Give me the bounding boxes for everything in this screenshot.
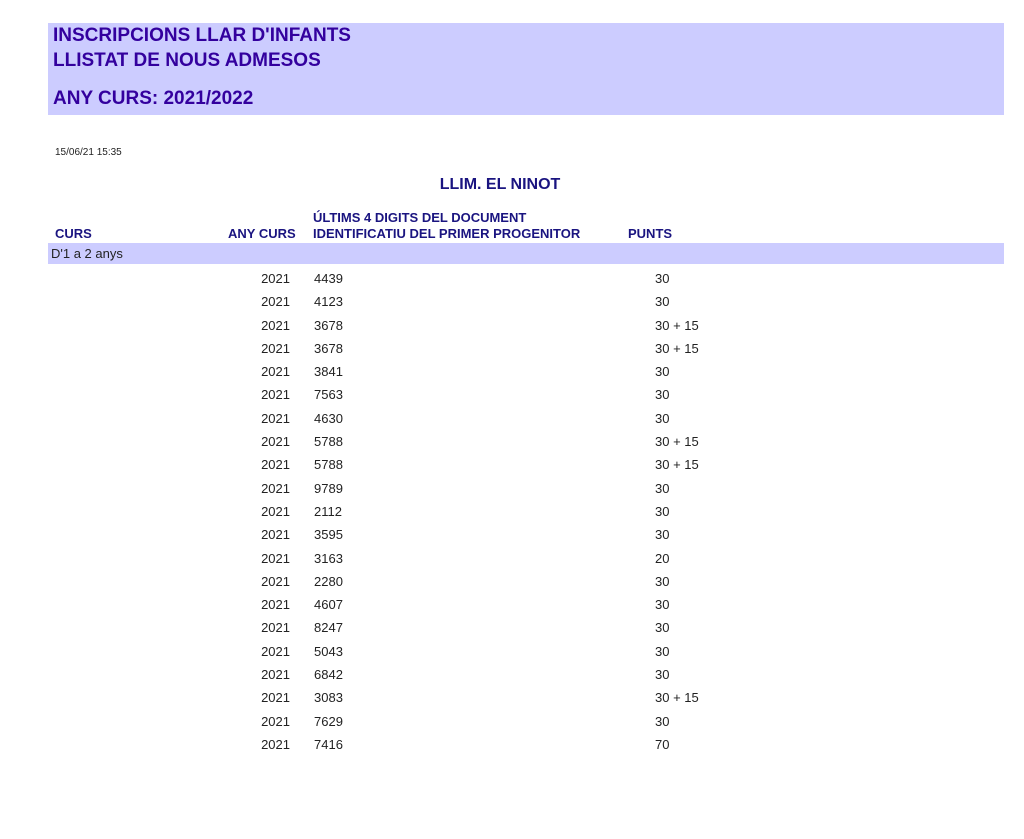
row-document-digits: 4123 <box>314 294 343 310</box>
row-any-curs: 2021 <box>261 597 290 613</box>
column-header-punts: PUNTS <box>628 226 673 241</box>
row-document-digits: 7416 <box>314 736 343 752</box>
row-punts: 30 <box>655 503 670 519</box>
row-any-curs: 2021 <box>261 667 290 683</box>
column-header-document-line1: ÚLTIMS 4 DIGITS DEL DOCUMENT <box>313 210 527 225</box>
row-punts: 30 + 15 <box>655 340 699 356</box>
row-punts: 30 <box>655 643 670 659</box>
row-any-curs: 2021 <box>261 643 290 659</box>
row-any-curs: 2021 <box>261 503 290 519</box>
school-name: LLIM. EL NINOT <box>439 176 561 193</box>
table-row <box>0 339 1024 362</box>
row-any-curs: 2021 <box>261 364 290 380</box>
row-any-curs: 2021 <box>261 690 290 706</box>
column-header-curs: CURS <box>55 226 92 241</box>
table-row <box>0 292 1024 315</box>
table-row <box>0 642 1024 665</box>
row-document-digits: 3595 <box>314 527 343 543</box>
row-document-digits: 5043 <box>314 643 343 659</box>
row-document-digits: 4439 <box>314 271 343 286</box>
row-any-curs: 2021 <box>261 527 290 543</box>
row-document-digits: 2280 <box>314 573 343 589</box>
row-punts: 30 + 15 <box>655 690 699 706</box>
table-row <box>0 735 1024 758</box>
row-punts: 30 <box>655 271 670 286</box>
row-punts: 30 <box>655 620 670 636</box>
row-punts: 30 <box>655 364 670 380</box>
row-punts: 30 + 15 <box>655 317 699 333</box>
row-punts: 20 <box>655 550 670 566</box>
row-document-digits: 5788 <box>314 434 343 450</box>
table-row <box>0 409 1024 432</box>
row-punts: 30 <box>655 667 670 683</box>
row-punts: 30 + 15 <box>655 457 699 473</box>
table-row <box>0 362 1024 385</box>
row-document-digits: 9789 <box>314 480 343 496</box>
row-punts: 30 <box>655 410 670 426</box>
report-timestamp: 15/06/21 15:35 <box>55 147 122 158</box>
row-any-curs: 2021 <box>261 410 290 426</box>
row-punts: 30 <box>655 597 670 613</box>
row-document-digits: 6842 <box>314 667 343 683</box>
table-row <box>0 618 1024 641</box>
row-punts: 30 <box>655 480 670 496</box>
table-row <box>0 316 1024 339</box>
table-row <box>0 712 1024 735</box>
report-title: INSCRIPCIONS LLAR D'INFANTS <box>53 25 351 46</box>
row-document-digits: 4607 <box>314 597 343 613</box>
row-document-digits: 3678 <box>314 340 343 356</box>
group-label: D'1 a 2 anys <box>51 246 123 261</box>
row-document-digits: 3841 <box>314 364 343 380</box>
row-document-digits: 2112 <box>314 503 342 519</box>
table-row <box>0 688 1024 711</box>
row-any-curs: 2021 <box>261 294 290 310</box>
row-any-curs: 2021 <box>261 620 290 636</box>
row-punts: 30 <box>655 573 670 589</box>
row-any-curs: 2021 <box>261 480 290 496</box>
row-any-curs: 2021 <box>261 713 290 729</box>
row-any-curs: 2021 <box>261 387 290 403</box>
row-any-curs: 2021 <box>261 736 290 752</box>
row-any-curs: 2021 <box>261 317 290 333</box>
row-any-curs: 2021 <box>261 550 290 566</box>
row-punts: 30 <box>655 294 670 310</box>
table-row <box>0 525 1024 548</box>
row-any-curs: 2021 <box>261 573 290 589</box>
table-row <box>0 432 1024 455</box>
report-subtitle: LLISTAT DE NOUS ADMESOS <box>53 50 321 71</box>
table-row <box>0 502 1024 525</box>
row-document-digits: 7629 <box>314 713 343 729</box>
row-punts: 70 <box>655 736 670 752</box>
table-row <box>0 572 1024 595</box>
table-row <box>0 479 1024 502</box>
row-any-curs: 2021 <box>261 434 290 450</box>
admissions-table <box>0 269 1024 758</box>
table-row <box>0 595 1024 618</box>
row-document-digits: 8247 <box>314 620 343 636</box>
row-punts: 30 <box>655 713 670 729</box>
row-document-digits: 7563 <box>314 387 343 403</box>
table-row <box>0 385 1024 408</box>
row-any-curs: 2021 <box>261 457 290 473</box>
row-document-digits: 3163 <box>314 550 343 566</box>
row-document-digits: 3083 <box>314 690 343 706</box>
column-header-any-curs: ANY CURS <box>228 226 296 241</box>
row-punts: 30 <box>655 387 670 403</box>
table-row <box>0 665 1024 688</box>
row-document-digits: 5788 <box>314 457 343 473</box>
row-any-curs: 2021 <box>261 340 290 356</box>
row-document-digits: 4630 <box>314 410 343 426</box>
group-header-band <box>48 243 1004 264</box>
table-row <box>0 455 1024 478</box>
table-row <box>0 269 1024 292</box>
table-row <box>0 549 1024 572</box>
row-punts: 30 <box>655 527 670 543</box>
row-any-curs: 2021 <box>261 271 290 286</box>
row-document-digits: 3678 <box>314 317 343 333</box>
row-punts: 30 + 15 <box>655 434 699 450</box>
school-year: ANY CURS: 2021/2022 <box>53 88 254 109</box>
column-header-document-line2: IDENTIFICATIU DEL PRIMER PROGENITOR <box>313 226 581 241</box>
